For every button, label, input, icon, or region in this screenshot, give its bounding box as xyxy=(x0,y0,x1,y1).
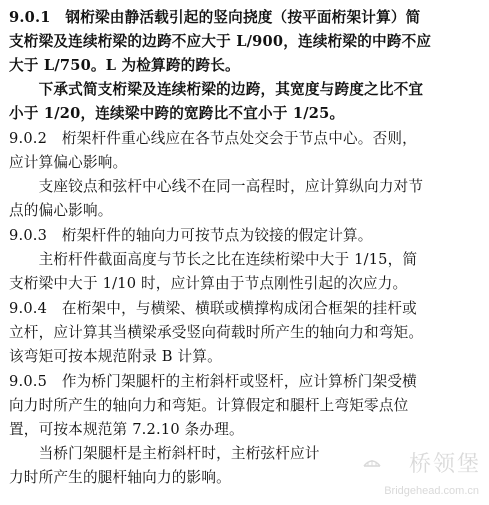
paragraph-9-0-4-line-1: 9.0.4 在桁架中，与横梁、横联或横撑构成闭合框架的挂杆或 xyxy=(9,300,417,317)
paragraph-9-0-5-line-1: 9.0.5 作为桥门架腿杆的主桁斜杆或竖杆，应计算桥门架受横 xyxy=(9,373,417,390)
paragraph-9-0-3-line-1: 9.0.3 桁架杆件的轴向力可按节点为铰接的假定计算。 xyxy=(9,227,373,244)
paragraph-9-0-4-line-2: 立杆，应计算其当横梁承受竖向荷载时所产生的轴向力和弯矩。 xyxy=(9,324,424,341)
paragraph-9-0-4-line-3: 该弯矩可按本规范附录 B 计算。 xyxy=(9,348,222,365)
paragraph-9-0-2-line-3: 支座铰点和弦杆中心线不在同一高程时，应计算纵向力对节 xyxy=(9,178,424,195)
paragraph-9-0-1-line-5: 小于 1/20，连续梁中跨的宽跨比不宜小于 1/25。 xyxy=(9,105,345,122)
watermark-english-text: Bridgehead.com.cn xyxy=(384,485,479,497)
paragraph-9-0-2-line-2: 应计算偏心影响。 xyxy=(9,154,128,171)
site-watermark xyxy=(363,453,481,499)
paragraph-9-0-1-line-4: 下承式简支桁梁及连续桁梁的边跨，其宽度与跨度之比不宜 xyxy=(9,81,424,98)
paragraph-9-0-1-line-2: 支桁梁及连续桁梁的边跨不应大于 L/900，连续桁梁的中跨不应 xyxy=(9,33,432,50)
paragraph-9-0-3-line-2: 主桁杆件截面高度与节长之比在连续桁梁中大于 1/15，简 xyxy=(9,251,418,268)
paragraph-9-0-2-line-4: 点的偏心影响。 xyxy=(9,202,113,219)
paragraph-9-0-1-line-1: 9.0.1 钢桁梁由静活载引起的竖向挠度（按平面桁架计算）简 xyxy=(9,9,421,26)
paragraph-9-0-3-line-3: 支桁梁中大于 1/10 时，应计算由于节点刚性引起的次应力。 xyxy=(9,275,408,292)
paragraph-9-0-5-line-4: 当桥门架腿杆是主桁斜杆时，主桁弦杆应计 xyxy=(9,445,320,462)
paragraph-9-0-5-line-2: 向力时所产生的轴向力和弯矩。计算假定和腿杆上弯矩零点位 xyxy=(9,397,409,414)
paragraph-9-0-2-line-1: 9.0.2 桁架杆件重心线应在各节点处交会于节点中心。否则， xyxy=(9,130,417,147)
paragraph-9-0-5-line-3: 置，可按本规范第 7.2.10 条办理。 xyxy=(9,421,244,438)
paragraph-9-0-1-line-3: 大于 L/750。L 为检算跨的跨长。 xyxy=(9,57,240,74)
paragraph-9-0-5-line-5: 力时所产生的腿杆轴向力的影响。 xyxy=(9,469,231,486)
bridge-logo-icon xyxy=(363,453,381,471)
watermark-chinese-text: 桥领堡 xyxy=(408,452,481,477)
